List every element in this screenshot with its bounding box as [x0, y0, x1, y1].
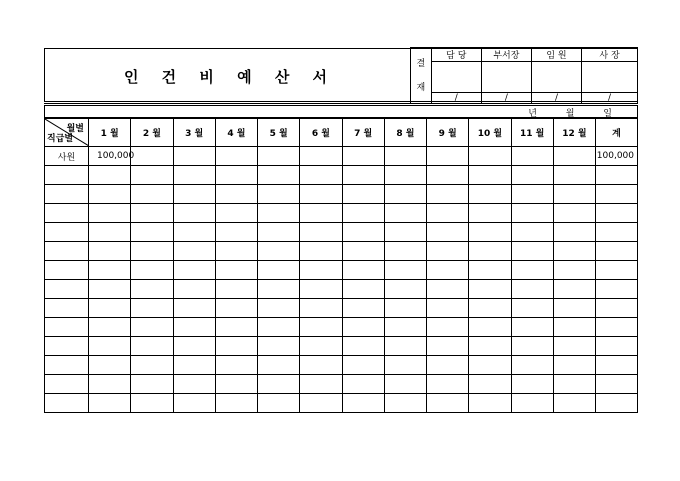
month-value-cell[interactable] — [131, 318, 173, 337]
month-value-cell[interactable] — [427, 204, 469, 223]
month-value-cell[interactable] — [427, 185, 469, 204]
month-value-cell[interactable] — [553, 223, 595, 242]
month-value-cell[interactable] — [131, 261, 173, 280]
month-value-cell[interactable] — [300, 223, 342, 242]
sign-date-3[interactable]: / — [531, 93, 581, 104]
month-value-cell[interactable] — [215, 147, 257, 166]
month-value-cell[interactable] — [511, 394, 553, 413]
grade-cell[interactable] — [45, 223, 89, 242]
sign-date-2[interactable]: / — [481, 93, 531, 104]
month-header: 7 월 — [342, 119, 384, 147]
month-value-cell[interactable] — [89, 299, 131, 318]
month-value-cell[interactable] — [258, 280, 300, 299]
month-value-cell[interactable] — [553, 261, 595, 280]
month-value-cell[interactable] — [258, 166, 300, 185]
month-value-cell[interactable] — [89, 242, 131, 261]
month-value-cell[interactable] — [258, 394, 300, 413]
month-value-cell[interactable] — [427, 299, 469, 318]
month-value-cell[interactable] — [173, 261, 215, 280]
table-row — [45, 356, 638, 375]
approval-role-3: 임 원 — [531, 48, 581, 62]
month-value-cell[interactable] — [215, 375, 257, 394]
month-value-cell[interactable] — [342, 356, 384, 375]
month-value-cell[interactable] — [89, 337, 131, 356]
month-value-cell[interactable] — [300, 204, 342, 223]
month-value-cell[interactable] — [258, 375, 300, 394]
month-value-cell[interactable] — [469, 318, 511, 337]
total-header: 계 — [596, 119, 638, 147]
month-value-cell[interactable] — [131, 299, 173, 318]
month-value-cell[interactable] — [511, 223, 553, 242]
month-value-cell[interactable] — [511, 147, 553, 166]
month-value-cell[interactable] — [469, 375, 511, 394]
month-value-cell[interactable] — [131, 147, 173, 166]
month-header: 5 월 — [258, 119, 300, 147]
month-value-cell[interactable] — [300, 394, 342, 413]
month-value-cell[interactable] — [215, 204, 257, 223]
month-value-cell[interactable] — [511, 242, 553, 261]
month-value-cell[interactable] — [173, 147, 215, 166]
corner-header — [45, 119, 89, 147]
month-value-cell[interactable] — [215, 299, 257, 318]
month-value-cell[interactable] — [173, 356, 215, 375]
corner-month-label: 월별 — [66, 124, 84, 134]
month-value-cell[interactable] — [427, 356, 469, 375]
month-value-cell[interactable] — [469, 185, 511, 204]
month-value-cell[interactable] — [342, 242, 384, 261]
table-row — [45, 223, 638, 242]
table-row — [45, 242, 638, 261]
month-value-cell[interactable] — [342, 223, 384, 242]
month-value-cell[interactable]: 100,000 — [89, 147, 131, 166]
table-row — [45, 280, 638, 299]
corner-grade-label: 직급별 — [47, 134, 74, 144]
month-value-cell[interactable] — [553, 375, 595, 394]
month-header: 11 월 — [511, 119, 553, 147]
month-value-cell[interactable] — [173, 375, 215, 394]
month-value-cell[interactable] — [89, 223, 131, 242]
total-cell[interactable] — [596, 318, 638, 337]
month-header: 12 월 — [553, 119, 595, 147]
month-value-cell[interactable] — [258, 185, 300, 204]
month-value-cell[interactable] — [215, 356, 257, 375]
month-value-cell[interactable] — [258, 204, 300, 223]
month-value-cell[interactable] — [427, 166, 469, 185]
month-header: 1 월 — [89, 119, 131, 147]
month-value-cell[interactable] — [300, 318, 342, 337]
month-value-cell[interactable] — [173, 242, 215, 261]
month-value-cell[interactable] — [469, 204, 511, 223]
month-value-cell[interactable] — [215, 394, 257, 413]
month-value-cell[interactable] — [511, 356, 553, 375]
grade-cell[interactable] — [45, 261, 89, 280]
month-value-cell[interactable] — [384, 185, 426, 204]
grade-cell[interactable] — [45, 166, 89, 185]
month-value-cell[interactable] — [553, 356, 595, 375]
table-row — [45, 204, 638, 223]
grade-cell[interactable]: 사원 — [45, 147, 89, 166]
month-value-cell[interactable] — [342, 299, 384, 318]
month-value-cell[interactable] — [342, 394, 384, 413]
month-value-cell[interactable] — [89, 280, 131, 299]
month-value-cell[interactable] — [384, 356, 426, 375]
month-value-cell[interactable] — [553, 166, 595, 185]
table-row — [45, 147, 638, 166]
month-value-cell[interactable] — [384, 223, 426, 242]
month-value-cell[interactable] — [469, 166, 511, 185]
month-value-cell[interactable] — [89, 204, 131, 223]
month-value-cell[interactable] — [553, 337, 595, 356]
month-value-cell[interactable] — [215, 223, 257, 242]
divider — [44, 103, 638, 104]
month-value-cell[interactable] — [511, 299, 553, 318]
month-value-cell[interactable] — [342, 204, 384, 223]
month-value-cell[interactable] — [427, 280, 469, 299]
total-cell[interactable] — [596, 166, 638, 185]
month-value-cell[interactable] — [384, 242, 426, 261]
table-row — [45, 394, 638, 413]
month-value-cell[interactable] — [384, 147, 426, 166]
grade-cell[interactable] — [45, 337, 89, 356]
month-header: 9 월 — [427, 119, 469, 147]
total-cell[interactable] — [596, 185, 638, 204]
month-value-cell[interactable] — [173, 318, 215, 337]
month-value-cell[interactable] — [427, 242, 469, 261]
month-value-cell[interactable] — [553, 299, 595, 318]
table-row — [45, 166, 638, 185]
month-value-cell[interactable] — [384, 318, 426, 337]
month-value-cell[interactable] — [427, 147, 469, 166]
month-value-cell[interactable] — [300, 337, 342, 356]
month-value-cell[interactable] — [215, 166, 257, 185]
month-value-cell[interactable] — [131, 375, 173, 394]
table-row — [45, 185, 638, 204]
month-value-cell[interactable] — [384, 337, 426, 356]
month-value-cell[interactable] — [300, 280, 342, 299]
month-value-cell[interactable] — [89, 356, 131, 375]
total-cell[interactable] — [596, 242, 638, 261]
month-header: 8 월 — [384, 119, 426, 147]
month-value-cell[interactable] — [384, 394, 426, 413]
month-header: 3 월 — [173, 119, 215, 147]
table-row — [45, 261, 638, 280]
month-value-cell[interactable] — [469, 242, 511, 261]
table-body — [45, 147, 638, 413]
month-header: 4 월 — [215, 119, 257, 147]
date-row — [44, 105, 638, 118]
month-value-cell[interactable] — [511, 166, 553, 185]
month-value-cell[interactable] — [427, 375, 469, 394]
approval-role-4: 사 장 — [582, 48, 638, 62]
month-value-cell[interactable] — [384, 299, 426, 318]
month-value-cell[interactable] — [258, 299, 300, 318]
month-value-cell[interactable] — [89, 318, 131, 337]
month-value-cell[interactable] — [342, 185, 384, 204]
month-value-cell[interactable] — [258, 337, 300, 356]
month-value-cell[interactable] — [89, 394, 131, 413]
total-cell[interactable]: 100,000 — [596, 147, 638, 166]
month-value-cell[interactable] — [300, 261, 342, 280]
document-title: 인 건 비 예 산 서 — [123, 67, 337, 86]
month-value-cell[interactable] — [553, 147, 595, 166]
month-value-cell[interactable] — [511, 204, 553, 223]
month-value-cell[interactable] — [342, 147, 384, 166]
total-cell[interactable] — [596, 299, 638, 318]
month-value-cell[interactable] — [469, 299, 511, 318]
month-value-cell[interactable] — [342, 337, 384, 356]
month-value-cell[interactable] — [469, 337, 511, 356]
month-value-cell[interactable] — [553, 185, 595, 204]
month-value-cell[interactable] — [427, 318, 469, 337]
budget-table — [44, 118, 638, 413]
month-value-cell[interactable] — [384, 166, 426, 185]
grade-cell[interactable] — [45, 299, 89, 318]
month-value-cell[interactable] — [427, 337, 469, 356]
total-cell[interactable] — [596, 223, 638, 242]
month-value-cell[interactable] — [215, 261, 257, 280]
month-value-cell[interactable] — [427, 223, 469, 242]
month-value-cell[interactable] — [384, 261, 426, 280]
approval-label-top: 결 — [416, 58, 426, 69]
month-value-cell[interactable] — [131, 166, 173, 185]
month-value-cell[interactable] — [258, 261, 300, 280]
month-value-cell[interactable] — [173, 299, 215, 318]
total-cell[interactable] — [596, 337, 638, 356]
month-value-cell[interactable] — [89, 166, 131, 185]
month-value-cell[interactable] — [215, 185, 257, 204]
month-value-cell[interactable] — [427, 394, 469, 413]
total-cell[interactable] — [596, 261, 638, 280]
grade-cell[interactable] — [45, 375, 89, 394]
sign-date-4[interactable]: / — [582, 93, 638, 104]
month-value-cell[interactable] — [131, 185, 173, 204]
month-value-cell[interactable] — [300, 147, 342, 166]
grade-cell[interactable] — [45, 204, 89, 223]
month-value-cell[interactable] — [384, 375, 426, 394]
sign-date-1[interactable]: / — [431, 93, 481, 104]
month-value-cell[interactable] — [300, 242, 342, 261]
month-value-cell[interactable] — [300, 375, 342, 394]
month-value-cell[interactable] — [342, 166, 384, 185]
month-value-cell[interactable] — [300, 356, 342, 375]
month-value-cell[interactable] — [215, 318, 257, 337]
month-value-cell[interactable] — [469, 280, 511, 299]
month-value-cell[interactable] — [469, 356, 511, 375]
approval-side-label — [411, 48, 432, 104]
month-value-cell[interactable] — [553, 280, 595, 299]
month-header: 6 월 — [300, 119, 342, 147]
signature-box-3[interactable] — [531, 62, 581, 93]
approval-role-2: 부서장 — [481, 48, 531, 62]
month-value-cell[interactable] — [89, 375, 131, 394]
month-value-cell[interactable] — [173, 223, 215, 242]
month-value-cell[interactable] — [173, 204, 215, 223]
month-value-cell[interactable] — [342, 280, 384, 299]
month-value-cell[interactable] — [300, 166, 342, 185]
month-value-cell[interactable] — [469, 147, 511, 166]
table-row — [45, 318, 638, 337]
total-cell[interactable] — [596, 280, 638, 299]
month-value-cell[interactable] — [342, 318, 384, 337]
grade-cell[interactable] — [45, 280, 89, 299]
month-header: 10 월 — [469, 119, 511, 147]
month-value-cell[interactable] — [173, 185, 215, 204]
month-value-cell[interactable] — [553, 394, 595, 413]
month-value-cell[interactable] — [511, 185, 553, 204]
total-cell[interactable] — [596, 375, 638, 394]
grade-cell[interactable] — [45, 185, 89, 204]
month-value-cell[interactable] — [173, 394, 215, 413]
month-value-cell[interactable] — [131, 337, 173, 356]
month-value-cell[interactable] — [553, 242, 595, 261]
total-cell[interactable] — [596, 394, 638, 413]
month-value-cell[interactable] — [511, 280, 553, 299]
total-cell[interactable] — [596, 204, 638, 223]
month-value-cell[interactable] — [469, 223, 511, 242]
month-value-cell[interactable] — [215, 337, 257, 356]
approval-table — [410, 47, 638, 104]
total-cell[interactable] — [596, 356, 638, 375]
table-row — [45, 299, 638, 318]
grade-cell[interactable] — [45, 242, 89, 261]
month-value-cell[interactable] — [131, 223, 173, 242]
month-value-cell[interactable] — [215, 280, 257, 299]
signature-box-2[interactable] — [481, 62, 531, 93]
month-value-cell[interactable] — [342, 375, 384, 394]
grade-cell[interactable] — [45, 394, 89, 413]
month-value-cell[interactable] — [511, 318, 553, 337]
month-value-cell[interactable] — [511, 337, 553, 356]
month-value-cell[interactable] — [131, 280, 173, 299]
month-value-cell[interactable] — [131, 242, 173, 261]
month-value-cell[interactable] — [258, 242, 300, 261]
signature-box-1[interactable] — [431, 62, 481, 93]
month-value-cell[interactable] — [553, 318, 595, 337]
month-value-cell[interactable] — [511, 375, 553, 394]
approval-role-1: 담 당 — [431, 48, 481, 62]
month-value-cell[interactable] — [469, 394, 511, 413]
month-value-cell[interactable] — [258, 356, 300, 375]
month-value-cell[interactable] — [469, 261, 511, 280]
month-value-cell[interactable] — [173, 337, 215, 356]
grade-cell[interactable] — [45, 356, 89, 375]
month-value-cell[interactable] — [300, 185, 342, 204]
date-label: 년 월 일 — [528, 109, 625, 119]
month-value-cell[interactable] — [131, 356, 173, 375]
month-value-cell[interactable] — [511, 261, 553, 280]
approval-label-bottom: 재 — [416, 82, 426, 93]
month-value-cell[interactable] — [384, 280, 426, 299]
month-value-cell[interactable] — [215, 242, 257, 261]
month-value-cell[interactable] — [131, 394, 173, 413]
month-value-cell[interactable] — [258, 223, 300, 242]
grade-cell[interactable] — [45, 318, 89, 337]
month-value-cell[interactable] — [89, 185, 131, 204]
signature-box-4[interactable] — [582, 62, 638, 93]
month-value-cell[interactable] — [427, 261, 469, 280]
month-value-cell[interactable] — [258, 318, 300, 337]
month-value-cell[interactable] — [173, 280, 215, 299]
month-value-cell[interactable] — [553, 204, 595, 223]
month-value-cell[interactable] — [384, 204, 426, 223]
month-value-cell[interactable] — [173, 166, 215, 185]
month-value-cell[interactable] — [300, 299, 342, 318]
month-header: 2 월 — [131, 119, 173, 147]
month-value-cell[interactable] — [342, 261, 384, 280]
month-value-cell[interactable] — [89, 261, 131, 280]
month-value-cell[interactable] — [131, 204, 173, 223]
month-value-cell[interactable] — [258, 147, 300, 166]
table-row — [45, 375, 638, 394]
header-row — [45, 119, 638, 147]
table-row — [45, 337, 638, 356]
